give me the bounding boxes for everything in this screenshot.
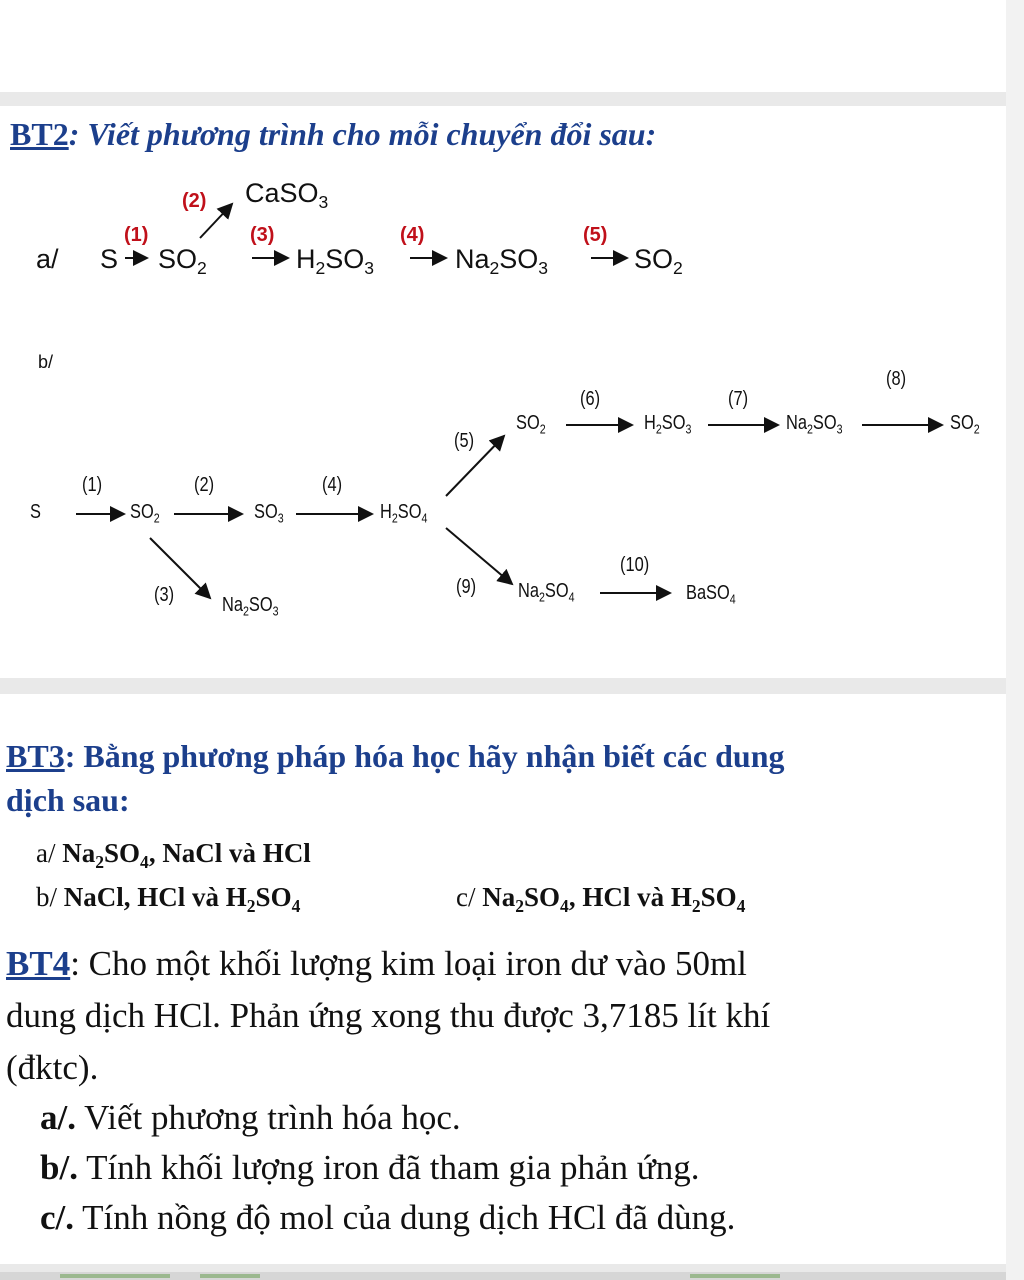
right-rail <box>1006 0 1024 1280</box>
step-b8: (8) <box>886 368 907 390</box>
chem-SO2: $SO_2$ <box>158 244 207 279</box>
bt4-question-a: a/. Viết phương trình hóa học. <box>40 1098 461 1137</box>
exercise-bt3-bt4-card <box>0 694 1006 1264</box>
chem-b-H2SO4: $H_2SO_4$ <box>380 501 428 526</box>
bottom-strip <box>0 1272 1006 1280</box>
bt2-a-label: a/ <box>36 244 59 274</box>
step-a2: (2) <box>182 190 207 212</box>
step-b10: (10) <box>620 554 650 576</box>
chem-b-Na2SO3: $Na_2SO_3$ <box>222 594 279 619</box>
bt4-question-b: b/. Tính khối lượng iron đã tham gia phản ứng. <box>40 1148 700 1187</box>
step-a4: (4) <box>400 224 425 246</box>
chem-S: S <box>100 244 119 274</box>
chem-Na2SO3: $Na_2SO_3$ <box>455 244 549 279</box>
bt3-heading <box>6 738 785 775</box>
bt4-line3: (đktc). <box>6 1048 99 1087</box>
bt3-title-line2: dịch sau: <box>6 782 130 818</box>
step-b7: (7) <box>728 388 749 410</box>
bt3-item-a: a/ $Na_2SO_4$, NaCl và HCl <box>36 838 311 873</box>
bt4-tag: BT4 <box>6 944 71 983</box>
chem-SO2-end: $SO_2$ <box>634 244 683 279</box>
step-b1: (1) <box>82 474 103 496</box>
chem-H2SO3: $H_2SO_3$ <box>296 244 375 279</box>
bt4-question-c: c/. Tính nồng độ mol của dung dịch HCl đã dùng. <box>40 1198 736 1237</box>
step-a5: (5) <box>583 224 608 246</box>
bt3-tag: BT3 <box>6 738 65 774</box>
bt2-a-arrows <box>0 106 1006 678</box>
top-blank-area <box>0 0 1006 92</box>
bt4-line1: BT4: Cho một khối lượng kim loại iron dư vào 50ml <box>6 944 747 983</box>
step-b5: (5) <box>454 430 475 452</box>
step-b4: (4) <box>322 474 343 496</box>
chem-b-Na2SO3-top: $Na_2SO_3$ <box>786 412 843 437</box>
chem-CaSO3: CaSO$_3$ <box>245 178 329 213</box>
bt2-b-label: b/ <box>38 352 54 372</box>
bt3-item-c: c/ $Na_2SO_4$, HCl và $H_2SO_4$ <box>456 882 746 917</box>
chem-b-Na2SO4: $Na_2SO_4$ <box>518 580 575 605</box>
chem-b-SO2-top: $SO_2$ <box>516 412 546 437</box>
chem-b-S: S <box>30 501 41 523</box>
chem-b-BaSO4: BaSO$_4$ <box>686 582 736 607</box>
chem-b-SO2-end: $SO_2$ <box>950 412 980 437</box>
bt2-title: : Viết phương trình cho mỗi chuyển đổi sau: <box>68 116 657 152</box>
step-b6: (6) <box>580 388 601 410</box>
step-a1: (1) <box>124 224 149 246</box>
step-b2: (2) <box>194 474 215 496</box>
exercise-bt2-card <box>0 106 1006 678</box>
bt4-line2: dung dịch HCl. Phản ứng xong thu được 3,7185 lít khí <box>6 996 771 1035</box>
chem-b-H2SO3: $H_2SO_3$ <box>644 412 692 437</box>
chem-b-SO3: $SO_3$ <box>254 501 284 526</box>
bt3-title: : Bằng phương pháp hóa học hãy nhận biết các dung <box>64 738 785 774</box>
bt3-item-b: b/ NaCl, HCl và $H_2SO_4$ <box>36 882 301 917</box>
step-b9: (9) <box>456 576 477 598</box>
step-b3: (3) <box>154 584 175 606</box>
step-a3: (3) <box>250 224 275 246</box>
chem-b-SO2: $SO_2$ <box>130 501 160 526</box>
bt2-tag: BT2 <box>10 116 69 152</box>
